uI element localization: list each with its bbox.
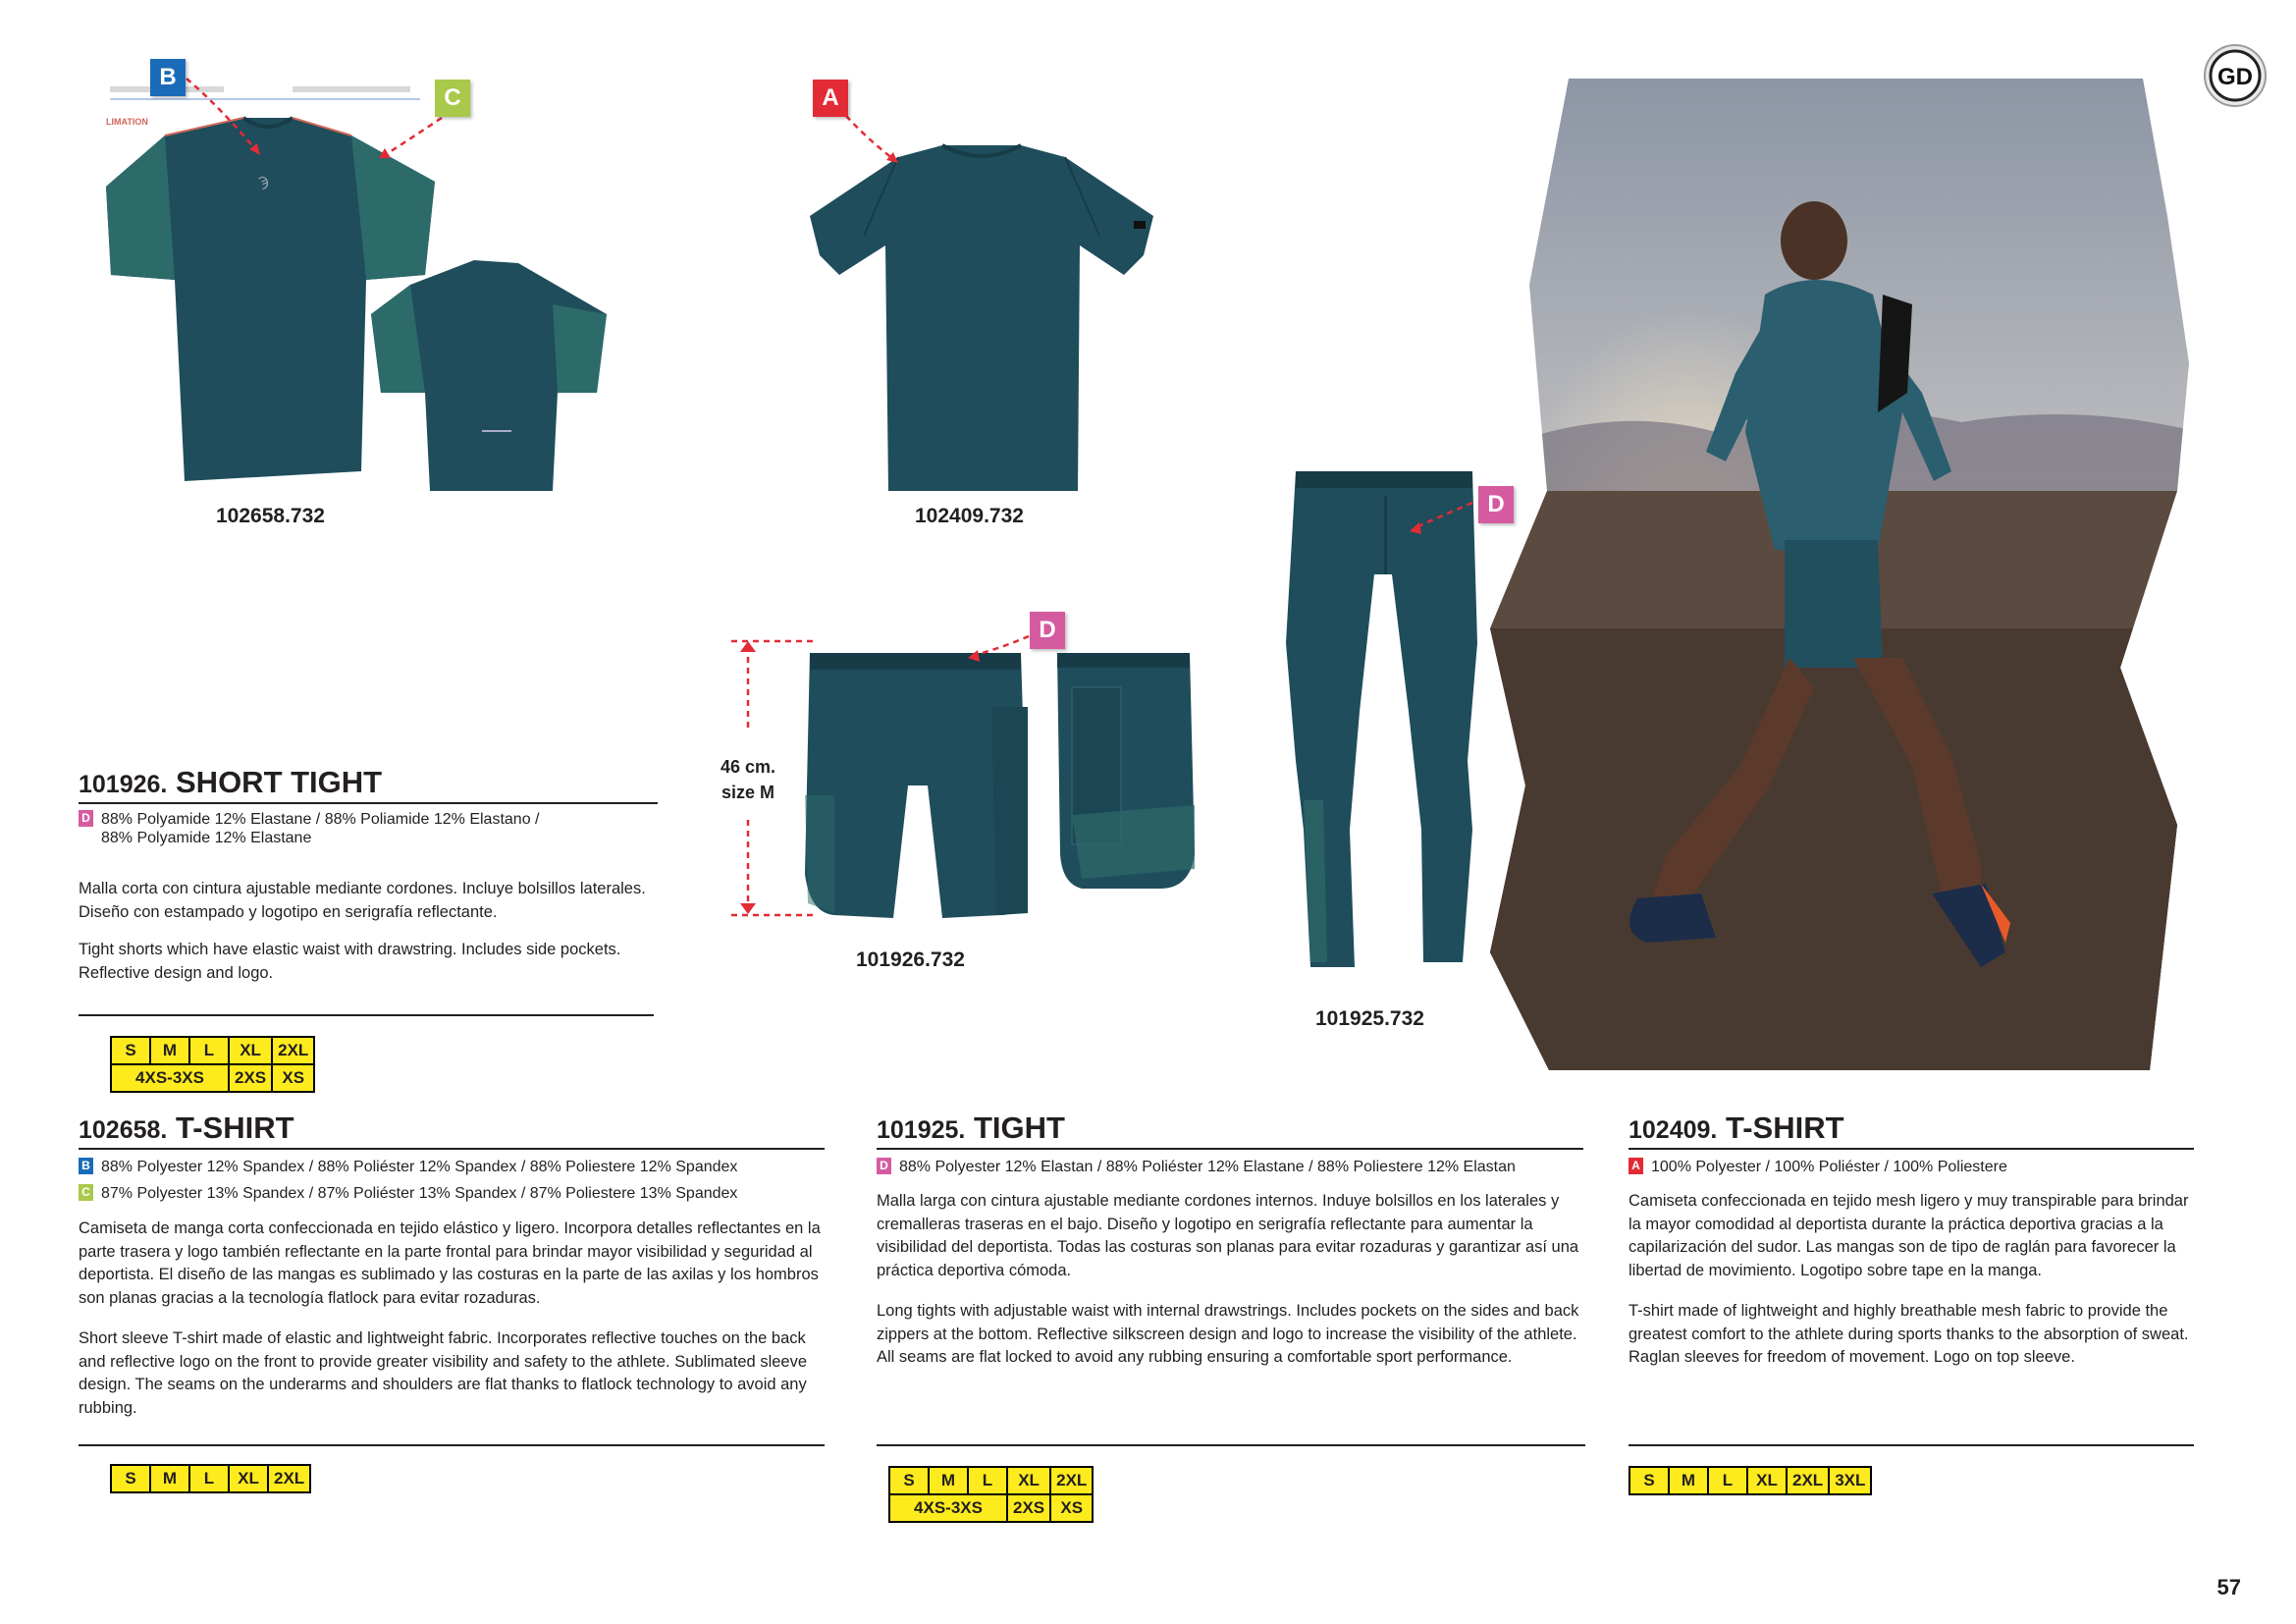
size-cell: 4XS-3XS — [111, 1064, 229, 1092]
tshirt-102409-sizes — [1629, 1466, 1872, 1495]
page-number: 57 — [2216, 1575, 2241, 1599]
size-cell: M — [150, 1037, 189, 1064]
tshirt-102409-name: T-SHIRT — [1726, 1110, 1844, 1145]
tshirt-102409-title — [1629, 1110, 2194, 1150]
short-tight-desc-es: Malla corta con cintura ajustable mediante cordones. Incluye bolsillos laterales. Diseño con estampado y logotipo en serigrafía reflectante. — [79, 880, 646, 921]
size-cell: XS — [1050, 1494, 1093, 1522]
mini-tag-b: B — [79, 1158, 93, 1174]
size-cell: L — [1708, 1467, 1747, 1494]
tshirt-102658-title — [79, 1110, 825, 1150]
size-cell: 4XS-3XS — [889, 1494, 1007, 1522]
short-tight-number: 101926. — [79, 771, 168, 798]
composition-c: 87% Polyester 13% Spandex / 87% Poliéster 13% Spandex / 87% Poliestere 13% Spandex — [101, 1185, 738, 1202]
size-cell: S — [889, 1467, 929, 1494]
size-cell: XS — [272, 1064, 314, 1092]
size-cell: M — [929, 1467, 968, 1494]
tight-title — [877, 1110, 1583, 1150]
measure-length: 46 cm. — [720, 757, 776, 777]
short-tight-code: 101926.732 — [856, 948, 965, 971]
tshirt-102658-code: 102658.732 — [216, 505, 325, 527]
tshirt-102409-composition-a — [1629, 1158, 2007, 1176]
tight-number: 101925. — [877, 1116, 966, 1144]
tag-b: B — [150, 59, 186, 96]
tshirt-102409-desc-es: Camiseta confeccionada en tejido mesh ligero y muy transpirable para brindar la mayor comodidad al deportista durante la práctica deportiva gracias a la capilarización del sudor. Las mangas son de tipo de raglán para favorecer la libertad de movimiento. Logotipo sobre tape en la manga. — [1629, 1192, 2189, 1279]
svg-text:Ϡ: Ϡ — [258, 174, 269, 189]
tight-name: TIGHT — [974, 1110, 1065, 1145]
composition-a: 100% Polyester / 100% Poliéster / 100% Poliestere — [1651, 1159, 2007, 1175]
short-tight-sizes — [110, 1036, 315, 1093]
short-tight-composition — [79, 810, 539, 847]
size-cell: S — [111, 1037, 150, 1064]
size-cell: XL — [229, 1465, 268, 1492]
size-cell: L — [968, 1467, 1007, 1494]
short-tight-title — [79, 765, 658, 804]
measure-size: size M — [721, 783, 775, 802]
size-cell: M — [1669, 1467, 1708, 1494]
size-cell: XL — [1747, 1467, 1787, 1494]
tshirt-102658-desc-es: Camiseta de manga corta confeccionada en tejido elástico y ligero. Incorpora detalles reflectantes en la parte trasera y logo también reflectante en la parte frontal para brindar mayor visibilidad y seguridad al deportista. El diseño de las mangas es sublimado y las costuras en la parte de las axilas y los hombros son planas gracias a la tecnología flatlock para evitar rozaduras. — [79, 1219, 821, 1307]
tight-rule — [877, 1444, 1585, 1446]
tshirt-102658-name: T-SHIRT — [176, 1110, 294, 1145]
size-cell: 2XL — [1787, 1467, 1829, 1494]
size-cell: 2XL — [268, 1465, 310, 1492]
tight-composition-d — [877, 1158, 1516, 1176]
svg-text:GD: GD — [2217, 64, 2253, 90]
size-cell: L — [189, 1465, 229, 1492]
mini-tag-d: D — [877, 1158, 891, 1174]
tag-d-tight: D — [1478, 486, 1514, 523]
tag-a: A — [813, 80, 848, 117]
tight-desc-en: Long tights with adjustable waist with internal drawstrings. Includes pockets on the sides and back zippers at the bottom. Reflective silkscreen design and logo to increase the visibility of the athlete. All seams are flat locked to avoid any rubbing ensuring a comfortable sport performance. — [877, 1302, 1579, 1366]
tight-sizes — [888, 1466, 1094, 1523]
tshirt-102409-number: 102409. — [1629, 1116, 1718, 1144]
mini-tag-c: C — [79, 1184, 93, 1201]
tshirt-102658-number: 102658. — [79, 1116, 168, 1144]
composition-d: 88% Polyester 12% Elastan / 88% Poliéster 12% Elastane / 88% Poliestere 12% Elastan — [899, 1159, 1516, 1175]
composition-line2: 88% Polyamide 12% Elastane — [101, 830, 312, 846]
short-tight-rule — [79, 1014, 654, 1016]
size-cell: 2XL — [1050, 1467, 1093, 1494]
short-tight-name: SHORT TIGHT — [176, 765, 383, 799]
tight-desc-es: Malla larga con cintura ajustable mediante cordones internos. Induye bolsillos en los laterales y cremalleras traseras en el bajo. Diseño y logotipo en serigrafía reflectante para aumentar la visibilidad del deportista. Todas las costuras son planas para evitar rozaduras y garantizar así una práctica deportiva cómoda. — [877, 1192, 1579, 1279]
short-tight-desc-en: Tight shorts which have elastic waist with drawstring. Includes side pockets. Reflective design and logo. — [79, 941, 621, 982]
tag-d-short: D — [1030, 612, 1065, 649]
tag-c: C — [435, 80, 470, 117]
tshirt-102658-composition-c — [79, 1184, 737, 1203]
size-cell: S — [1629, 1467, 1669, 1494]
size-cell: S — [111, 1465, 150, 1492]
tshirt-102409-code: 102409.732 — [915, 505, 1024, 527]
size-cell: XL — [1007, 1467, 1050, 1494]
size-cell: L — [189, 1037, 229, 1064]
svg-text:LIMATION: LIMATION — [106, 117, 148, 127]
size-cell: 3XL — [1829, 1467, 1871, 1494]
tshirt-102658-desc-en: Short sleeve T-shirt made of elastic and lightweight fabric. Incorporates reflective touches on the back and reflective logo on the front to provide greater visibility and safety to the athlete. Sublimated sleeve design. The seams on the underarms and shoulders are flat thanks to flatlock technology to avoid any rubbing. — [79, 1329, 808, 1417]
mini-tag-d: D — [79, 810, 93, 827]
size-cell: 2XS — [1007, 1494, 1050, 1522]
composition-line1: 88% Polyamide 12% Elastane / 88% Poliamide 12% Elastano / — [101, 811, 540, 828]
tshirt-102409-rule — [1629, 1444, 2194, 1446]
mini-tag-a: A — [1629, 1158, 1643, 1174]
composition-b: 88% Polyester 12% Spandex / 88% Poliéster 12% Spandex / 88% Poliestere 12% Spandex — [101, 1159, 738, 1175]
tshirt-102409-desc-en: T-shirt made of lightweight and highly breathable mesh fabric to provide the greatest comfort to the athlete during sports thanks to the absorption of sweat. Raglan sleeves for freedom of movement. Logo on top sleeve. — [1629, 1302, 2189, 1366]
size-cell: XL — [229, 1037, 272, 1064]
size-cell: M — [150, 1465, 189, 1492]
tshirt-102658-sizes — [110, 1464, 311, 1493]
tshirt-102658-rule — [79, 1444, 825, 1446]
size-cell: 2XL — [272, 1037, 314, 1064]
tshirt-102658-composition-b — [79, 1158, 737, 1176]
tight-code: 101925.732 — [1315, 1007, 1424, 1030]
size-cell: 2XS — [229, 1064, 272, 1092]
